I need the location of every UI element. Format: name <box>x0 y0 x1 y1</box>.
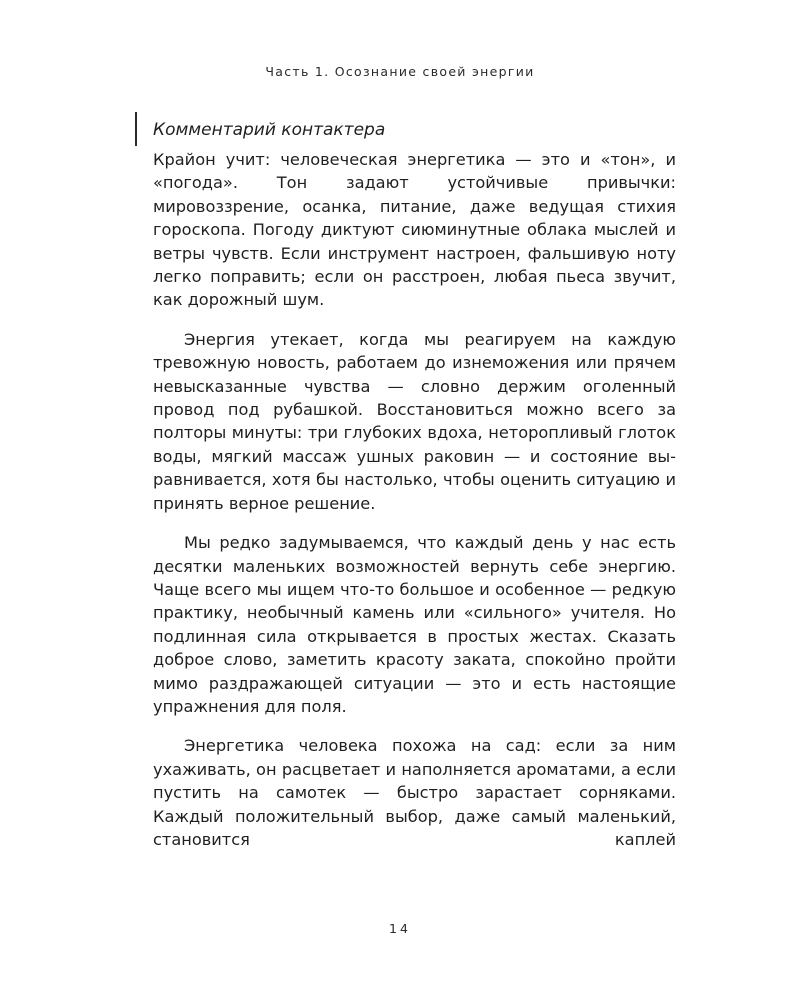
paragraph-2: Энергия утекает, когда мы реагируем на каждую тревожную новость, работаем до изнеможения или прячем невысказанные чувства — словно держим оголенный провод под рубашкой. Восстановиться можно всего за полторы минуты: три глубоких вдоха, неторопливый глоток воды, мягкий массаж ушных раковин — и состояние выравнивается, хотя бы настолько, чтобы оценить ситуацию и принять верное решение. <box>153 329 676 513</box>
comment-title: Комментарий контактера <box>153 120 386 140</box>
page-body <box>153 118 676 851</box>
paragraph-4: Энергетика человека похожа на сад: если за ним ухаживать, он расцветает и наполняется ароматами, а если пустить на самотек — быстро зарастает сорняками. Каждый положительный выбор, даже самый маленький, становится каплей <box>153 736 676 849</box>
running-header: Часть 1. Осознание своей энергии <box>265 64 535 79</box>
paragraph-1: Крайон учит: человеческая энергетика — это и «тон», и «погода». Тон задают устойчивые привычки: мировоззрение, осанка, питание, даже ведущая стихия гороскопа. Погоду диктуют сиюминутные облака мыслей и ветры чувств. Если инструмент настроен, фальшивую ноту легко поправить; если он расстроен, любая пьеса звучит, как дорожный шум. <box>153 150 676 310</box>
paragraph-3: Мы редко задумываемся, что каждый день у нас есть десятки маленьких возможностей вернуть себе энергию. Чаще всего мы ищем что-то большое и особенное — редкую практику, необычный камень или «сильного» учителя. Но подлинная сила открывается в простых жестах. Сказать доброе слово, заметить красоту заката, спокойно пройти мимо раздражающей ситуации — это и есть настоящие упражнения для поля. <box>153 533 676 716</box>
comment-rule <box>135 112 137 146</box>
page-number: 14 <box>389 921 411 936</box>
